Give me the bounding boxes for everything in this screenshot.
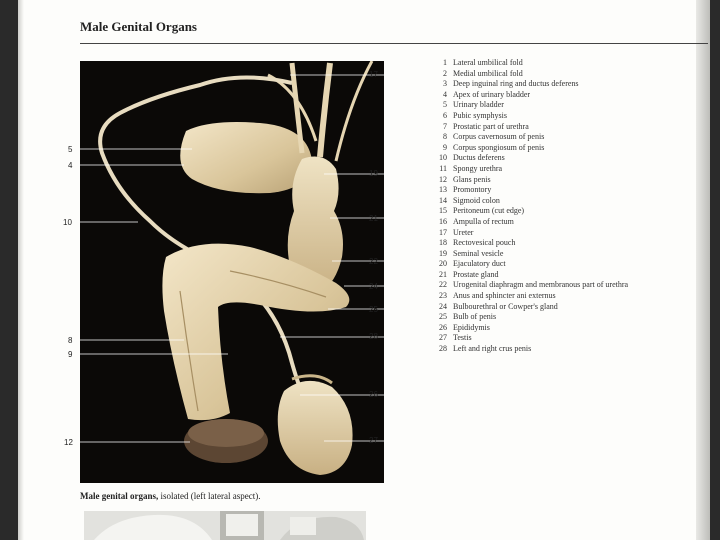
legend-number: 15 [439,206,447,216]
legend-text: Testis [453,333,472,343]
legend-item [421,238,711,249]
legend-item [421,291,711,302]
legend-item [421,333,711,344]
legend-number: 10 [439,153,447,163]
legend-text: Corpus cavernosum of penis [453,132,545,142]
legend-number: 25 [439,312,447,322]
legend-item [421,302,711,313]
legend-text: Epididymis [453,322,490,332]
legend-text: Ureter [453,227,474,237]
legend-number: 18 [439,238,447,248]
legend-number: 14 [439,195,447,205]
page-gutter-shadow [18,0,24,540]
legend-item [421,132,711,143]
legend-number: 13 [439,185,447,195]
legend-number: 2 [443,68,447,78]
legend-number: 23 [439,291,447,301]
title-rule [80,43,708,44]
legend-item [421,323,711,334]
figure-label-25: 25 [369,305,378,314]
legend-item [421,249,711,260]
legend-text: Bulb of penis [453,312,497,322]
figure-label-4: 4 [68,161,73,170]
legend-text: Left and right crus penis [453,344,532,354]
figure-caption [80,491,260,501]
legend-text: Bulbourethral or Cowper's gland [453,301,558,311]
legend-number: 12 [439,174,447,184]
legend-number: 11 [439,163,447,173]
legend-item [421,69,711,80]
legend-item [421,175,711,186]
legend-text: Prostatic part of urethra [453,121,529,131]
legend-item [421,344,711,355]
figure-label-22: 22 [369,257,378,266]
figure-label-26: 26 [369,390,378,399]
figure-label-19: 19 [369,169,378,178]
legend-item [421,143,711,154]
legend-item [421,312,711,323]
figure-label-10: 10 [63,218,72,227]
legend-text: Peritoneum (cut edge) [453,206,525,216]
figure-label-21: 21 [369,214,378,223]
figure-label-5: 5 [68,145,73,154]
legend-number: 4 [443,89,447,99]
figure-label-12: 12 [64,438,73,447]
legend-text: Spongy urethra [453,163,503,173]
legend-number: 26 [439,322,447,332]
legend-text: Ejaculatory duct [453,259,506,269]
legend-item [421,100,711,111]
legend-text: Urogenital diaphragm and membranous part of urethra [453,280,629,290]
legend-text: Glans penis [453,174,491,184]
legend-number: 28 [439,344,447,354]
legend-item [421,90,711,101]
caption-text: isolated (left lateral aspect). [158,491,261,501]
legend-text: Apex of urinary bladder [453,89,531,99]
legend-item [421,196,711,207]
legend-text: Lateral umbilical fold [453,58,523,67]
legend-item [421,228,711,239]
legend-text: Ampulla of rectum [453,216,514,226]
legend-item [421,122,711,133]
legend-text: Promontory [453,185,492,195]
legend-text: Deep inguinal ring and ductus deferens [453,79,579,89]
legend-number: 6 [443,110,447,120]
legend-number: 17 [439,227,447,237]
legend-item [421,259,711,270]
legend-text: Pubic symphysis [453,110,508,120]
legend-number: 27 [439,333,447,343]
legend-number: 1 [443,58,447,67]
legend-item [421,270,711,281]
next-figure-thumbnail [84,511,366,540]
figure-label-8: 8 [68,336,73,345]
legend-item [421,58,711,69]
legend-text: Prostate gland [453,269,499,279]
figure-label-27: 27 [369,436,378,445]
figure-label-24: 24 [369,282,378,291]
legend-number: 3 [443,79,447,89]
legend-item [421,79,711,90]
figure-label-9: 9 [68,350,73,359]
legend-item [421,111,711,122]
legend-text: Seminal vesicle [453,248,504,258]
legend-item [421,185,711,196]
legend-number: 20 [439,259,447,269]
figure-label-17: 17 [369,70,378,79]
figure-label-28: 28 [369,332,378,341]
legend-text: Sigmoid colon [453,195,500,205]
legend-number: 8 [443,132,447,142]
legend-text: Corpus spongiosum of penis [453,142,545,152]
page-title: Male Genital Organs [80,19,197,34]
book-page [18,0,710,540]
legend-item [421,217,711,228]
legend-number: 7 [443,121,447,131]
legend-list [421,58,711,355]
legend-number: 19 [439,248,447,258]
legend-text: Ductus deferens [453,153,505,163]
legend-number: 16 [439,216,447,226]
legend-number: 21 [439,269,447,279]
legend-item [421,280,711,291]
legend-number: 24 [439,301,447,311]
legend-number: 9 [443,142,447,152]
legend-item [421,153,711,164]
specimen-photo [80,61,384,483]
legend-text: Anus and sphincter ani externus [453,291,556,301]
legend-number: 5 [443,100,447,110]
legend-item [421,206,711,217]
legend-text: Medial umbilical fold [453,68,523,78]
legend-text: Rectovesical pouch [453,238,516,248]
caption-bold: Male genital organs, [80,491,159,501]
legend-item [421,164,711,175]
legend-text: Urinary bladder [453,100,504,110]
legend-number: 22 [439,280,447,290]
